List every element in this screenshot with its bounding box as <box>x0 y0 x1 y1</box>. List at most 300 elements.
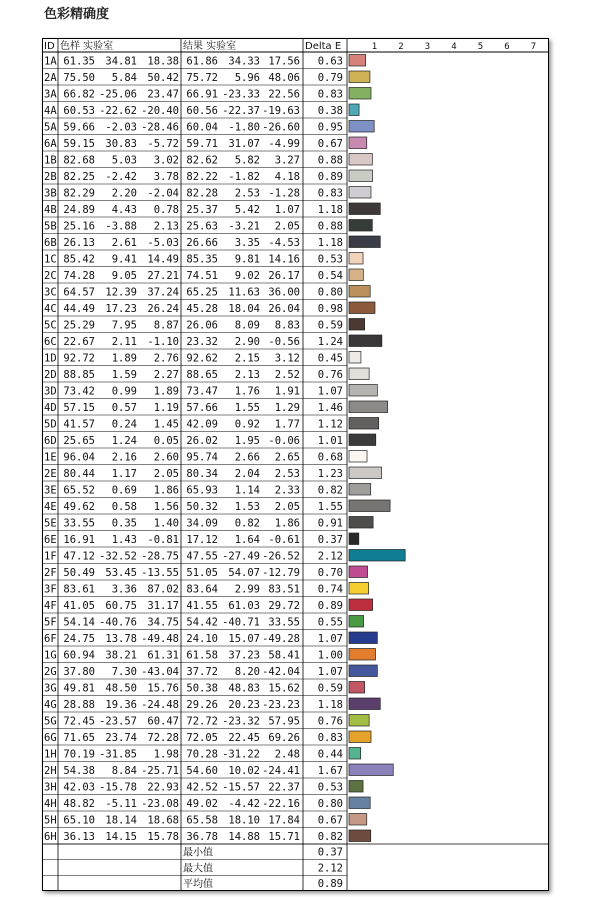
result-value: 1.77 <box>274 418 300 431</box>
result-value: -1.80 <box>228 121 260 134</box>
sample-value: 28.88 <box>63 699 95 711</box>
result-value: -24.41 <box>262 765 300 777</box>
delta-e-value: 0.76 <box>317 369 343 381</box>
sample-value: -2.04 <box>147 187 179 200</box>
result-value: 1.64 <box>234 534 260 546</box>
row-id: 1D <box>44 352 57 365</box>
sample-value: -2.03 <box>105 121 137 134</box>
sample-value: 88.85 <box>63 369 95 381</box>
result-value: 2.33 <box>274 484 300 497</box>
result-value: 57.95 <box>268 715 300 728</box>
sample-value: 57.15 <box>63 402 95 414</box>
result-value: 88.65 <box>186 369 218 381</box>
sample-value: 74.28 <box>63 270 95 282</box>
result-value: 26.02 <box>186 435 218 447</box>
delta-e-value: 0.53 <box>317 781 343 794</box>
sample-value: 70.19 <box>63 748 95 761</box>
sample-value: -5.72 <box>147 138 179 150</box>
row-id: 6A <box>44 138 57 150</box>
delta-e-bar <box>349 583 369 595</box>
result-value: 61.58 <box>186 649 218 662</box>
result-value: 9.81 <box>234 253 260 266</box>
result-value: 2.53 <box>234 187 260 200</box>
delta-e-value: 1.18 <box>317 204 343 216</box>
delta-e-bar <box>349 797 370 809</box>
sample-value: 54.38 <box>63 765 95 777</box>
result-value: 1.86 <box>274 517 300 530</box>
sample-value: 1.89 <box>111 352 137 365</box>
sample-value: 1.40 <box>153 517 179 530</box>
delta-e-value: 0.44 <box>317 748 343 761</box>
result-value: 18.10 <box>228 814 260 827</box>
sample-value: -2.42 <box>105 171 137 183</box>
result-value: 8.09 <box>234 319 260 332</box>
result-value: 9.02 <box>234 270 260 282</box>
row-id: 4C <box>44 303 57 315</box>
delta-e-bar <box>349 781 363 793</box>
summary-value: 2.12 <box>317 862 343 875</box>
delta-e-bar <box>349 715 369 727</box>
result-value: 48.06 <box>268 72 300 84</box>
row-id: 3B <box>44 187 57 200</box>
sample-value: 66.82 <box>63 88 95 101</box>
row-id: 5F <box>44 616 57 629</box>
result-value: -27.49 <box>222 550 260 563</box>
delta-e-bar <box>349 137 367 149</box>
result-value: 4.18 <box>274 171 300 183</box>
result-value: 5.82 <box>234 154 260 167</box>
result-value: 0.82 <box>234 517 260 530</box>
row-id: 5A <box>44 121 57 134</box>
result-value: 82.22 <box>186 171 218 183</box>
delta-e-value: 1.07 <box>317 666 343 678</box>
row-id: 5G <box>44 715 57 728</box>
sample-value: 80.44 <box>63 468 95 480</box>
result-value: 8.83 <box>274 319 300 332</box>
summary-label: 最小值 <box>183 847 213 859</box>
sample-value: 60.47 <box>147 715 179 728</box>
delta-e-value: 0.53 <box>317 253 343 266</box>
delta-e-value: 0.38 <box>317 105 343 117</box>
result-value: -23.23 <box>262 699 300 711</box>
axis-tick-label: 2 <box>398 42 404 52</box>
delta-e-value: 0.76 <box>317 715 343 728</box>
sample-value: 31.17 <box>147 600 179 612</box>
sample-value: 17.23 <box>105 303 137 315</box>
sample-value: 41.05 <box>63 600 95 612</box>
sample-value: 0.24 <box>111 418 137 431</box>
delta-e-value: 1.23 <box>317 468 343 480</box>
result-value: -15.57 <box>222 781 260 794</box>
sample-value: 0.05 <box>153 435 179 447</box>
delta-e-value: 0.83 <box>317 187 343 200</box>
sample-value: 96.04 <box>63 451 95 464</box>
row-id: 5H <box>44 814 57 827</box>
result-value: 85.35 <box>186 253 218 266</box>
delta-e-bar <box>349 154 372 166</box>
sample-value: 24.75 <box>63 633 95 645</box>
delta-e-value: 1.18 <box>317 699 343 711</box>
result-value: 49.02 <box>186 798 218 810</box>
row-id: 1G <box>44 649 57 662</box>
result-value: 58.41 <box>268 649 300 662</box>
result-value: 80.34 <box>186 468 218 480</box>
sample-value: 2.61 <box>111 237 137 249</box>
result-value: 54.42 <box>186 616 218 629</box>
result-value: 26.06 <box>186 319 218 332</box>
sample-value: 34.75 <box>147 616 179 629</box>
sample-value: 2.60 <box>153 451 179 464</box>
result-value: 31.07 <box>228 138 260 150</box>
result-value: 69.26 <box>268 732 300 744</box>
delta-e-bar <box>349 385 377 397</box>
delta-e-value: 0.80 <box>317 798 343 810</box>
sample-value: 24.89 <box>63 204 95 216</box>
sample-value: 50.42 <box>147 72 179 84</box>
row-id: 1H <box>44 748 57 761</box>
sample-value: 14.49 <box>147 253 179 266</box>
delta-e-bar <box>349 401 388 413</box>
row-id: 3D <box>44 385 57 398</box>
result-value: 37.23 <box>228 649 260 662</box>
sample-value: 1.86 <box>153 484 179 497</box>
delta-e-value: 1.55 <box>317 501 343 513</box>
axis-tick-label: 6 <box>504 42 510 52</box>
row-id: 3E <box>44 484 57 497</box>
row-id: 4E <box>44 501 57 513</box>
sample-value: 7.30 <box>111 666 137 678</box>
sample-value: 2.11 <box>111 336 137 348</box>
sample-value: 1.45 <box>153 418 179 431</box>
sample-value: 22.93 <box>147 781 179 794</box>
sample-value: 33.55 <box>63 517 95 530</box>
result-value: 83.51 <box>268 583 300 596</box>
result-value: 3.12 <box>274 352 300 365</box>
row-id: 5D <box>44 418 57 431</box>
result-value: 65.93 <box>186 484 218 497</box>
result-value: 1.95 <box>234 435 260 447</box>
result-value: 2.05 <box>274 220 300 233</box>
result-value: 29.26 <box>186 699 218 711</box>
sample-value: -24.48 <box>141 699 179 711</box>
sample-value: 59.66 <box>63 121 95 134</box>
result-value: 57.66 <box>186 402 218 414</box>
sample-value: 26.13 <box>63 237 95 249</box>
sample-value: -3.88 <box>105 220 137 233</box>
sample-value: 0.78 <box>153 204 179 216</box>
row-id: 4B <box>44 204 57 216</box>
row-id: 2B <box>44 171 57 183</box>
sample-value: 65.52 <box>63 484 95 497</box>
result-value: 2.65 <box>274 451 300 464</box>
sample-value: 2.05 <box>153 468 179 480</box>
delta-e-bar <box>349 682 365 694</box>
sample-value: 49.62 <box>63 501 95 513</box>
result-value: 60.04 <box>186 121 218 134</box>
row-id: 6F <box>44 633 57 645</box>
delta-e-bar <box>349 451 367 463</box>
row-id: 4H <box>44 798 57 810</box>
result-value: 51.05 <box>186 567 218 579</box>
sample-value: 37.80 <box>63 666 95 678</box>
result-value: 41.55 <box>186 600 218 612</box>
sample-value: 2.16 <box>111 451 137 464</box>
delta-e-value: 0.91 <box>317 517 343 530</box>
result-value: 2.52 <box>274 369 300 381</box>
result-value: 54.60 <box>186 765 218 777</box>
row-id: 1C <box>44 253 57 266</box>
sample-value: 47.12 <box>63 550 95 563</box>
sample-value: -1.10 <box>147 336 179 348</box>
result-value: 24.10 <box>186 633 218 645</box>
row-id: 1B <box>44 154 57 167</box>
result-value: 22.45 <box>228 732 260 744</box>
result-value: 15.07 <box>228 633 260 645</box>
delta-e-value: 1.00 <box>317 649 343 662</box>
result-value: 26.17 <box>268 270 300 282</box>
sample-value: 0.99 <box>111 385 137 398</box>
sample-value: 61.35 <box>63 55 95 68</box>
result-value: 14.88 <box>228 831 260 843</box>
delta-e-value: 0.54 <box>317 270 343 282</box>
result-value: 5.96 <box>234 72 260 84</box>
sample-value: 2.27 <box>153 369 179 381</box>
sample-value: -5.11 <box>105 798 137 810</box>
result-value: 15.71 <box>268 831 300 843</box>
sample-value: 44.49 <box>63 303 95 315</box>
sample-value: 1.19 <box>153 402 179 414</box>
result-value: 66.91 <box>186 88 218 101</box>
sample-value: -22.62 <box>99 105 137 117</box>
result-value: 36.00 <box>268 286 300 299</box>
result-value: 17.56 <box>268 55 300 68</box>
result-value: 61.86 <box>186 55 218 68</box>
sample-value: -32.52 <box>99 550 137 563</box>
result-value: -26.60 <box>262 121 300 134</box>
sample-value: 65.10 <box>63 814 95 827</box>
row-id: 2F <box>44 567 57 579</box>
sample-value: 1.56 <box>153 501 179 513</box>
row-id: 6E <box>44 534 57 546</box>
delta-e-bar <box>349 236 380 248</box>
sample-value: 25.16 <box>63 220 95 233</box>
result-value: 73.47 <box>186 385 218 398</box>
result-value: 2.90 <box>234 336 260 348</box>
result-value: 18.04 <box>228 303 260 315</box>
sample-value: 75.50 <box>63 72 95 84</box>
result-value: 48.83 <box>228 682 260 695</box>
delta-e-bar <box>349 88 371 100</box>
sample-value: 26.24 <box>147 303 179 315</box>
result-value: 11.63 <box>228 286 260 299</box>
result-value: 92.62 <box>186 352 218 365</box>
result-value: 2.99 <box>234 583 260 596</box>
sample-value: 82.68 <box>63 154 95 167</box>
sample-value: 14.15 <box>105 831 137 843</box>
delta-e-value: 1.18 <box>317 237 343 249</box>
result-value: 65.25 <box>186 286 218 299</box>
delta-e-bar <box>349 484 371 496</box>
sample-value: 85.42 <box>63 253 95 266</box>
axis-tick-label: 7 <box>530 42 537 52</box>
result-value: 54.07 <box>228 567 260 579</box>
delta-e-bar <box>349 748 361 760</box>
delta-e-value: 1.01 <box>317 435 343 447</box>
result-value: 26.04 <box>268 303 300 315</box>
sample-value: 9.05 <box>111 270 137 282</box>
sample-value: 37.24 <box>147 286 179 299</box>
delta-e-bar <box>349 467 382 479</box>
result-value: 10.02 <box>228 765 260 777</box>
result-value: 2.13 <box>234 369 260 381</box>
row-id: 6B <box>44 237 57 249</box>
sample-value: -0.81 <box>147 534 179 546</box>
delta-e-bar <box>349 698 380 710</box>
result-value: 22.37 <box>268 781 300 794</box>
sample-value: 1.59 <box>111 369 137 381</box>
result-value: 23.32 <box>186 336 218 348</box>
delta-e-value: 1.46 <box>317 402 343 414</box>
sample-value: 30.83 <box>105 138 137 150</box>
result-value: 2.05 <box>274 501 300 513</box>
sample-value: 2.76 <box>153 352 179 365</box>
row-id: 2E <box>44 468 57 480</box>
sample-value: 36.13 <box>63 831 95 843</box>
row-id: 6C <box>44 336 57 348</box>
sample-value: 1.17 <box>111 468 137 480</box>
sample-value: 7.95 <box>111 319 137 332</box>
result-value: -4.53 <box>268 237 300 249</box>
result-value: 50.32 <box>186 501 218 513</box>
result-value: -12.79 <box>262 567 300 579</box>
result-value: 82.28 <box>186 187 218 200</box>
delta-e-value: 0.82 <box>317 831 343 843</box>
delta-e-value: 0.67 <box>317 138 343 150</box>
row-id: 4D <box>44 402 57 414</box>
axis-tick-label: 4 <box>451 42 457 52</box>
axis-tick-label: 3 <box>424 42 431 52</box>
delta-e-bar <box>349 830 371 842</box>
row-id: 3F <box>44 583 57 596</box>
result-value: 3.27 <box>274 154 300 167</box>
sample-value: 60.94 <box>63 649 95 662</box>
header-id: ID <box>44 41 55 52</box>
sample-value: 0.35 <box>111 517 137 530</box>
sample-value: 15.76 <box>147 682 179 695</box>
result-value: 34.09 <box>186 517 218 530</box>
sample-value: 9.41 <box>111 253 137 266</box>
sample-value: 1.24 <box>111 435 137 447</box>
sample-value: -15.78 <box>99 781 137 794</box>
result-value: 2.15 <box>234 352 260 365</box>
delta-e-value: 0.88 <box>317 154 343 167</box>
result-value: -19.63 <box>262 105 300 117</box>
sample-value: 0.57 <box>111 402 137 414</box>
delta-e-value: 0.82 <box>317 484 343 497</box>
delta-e-value: 0.45 <box>317 352 343 365</box>
delta-e-value: 1.07 <box>317 633 343 645</box>
sample-value: 49.81 <box>63 682 95 695</box>
delta-e-value: 0.80 <box>317 286 343 299</box>
sample-value: 53.45 <box>105 567 137 579</box>
sample-value: 50.49 <box>63 567 95 579</box>
result-value: -40.71 <box>222 616 260 629</box>
result-value: 2.04 <box>234 468 260 480</box>
result-value: -0.06 <box>268 435 300 447</box>
result-value: 2.48 <box>274 748 300 761</box>
result-value: 72.05 <box>186 732 218 744</box>
row-id: 2A <box>44 72 57 84</box>
delta-e-value: 1.24 <box>317 336 343 348</box>
sample-value: 60.53 <box>63 105 95 117</box>
row-id: 1E <box>44 451 57 464</box>
row-id: 2C <box>44 270 57 282</box>
sample-value: -23.08 <box>141 798 179 810</box>
result-value: 74.51 <box>186 270 218 282</box>
row-id: 5C <box>44 319 57 332</box>
delta-e-value: 2.12 <box>317 550 343 563</box>
result-value: -42.04 <box>262 666 300 678</box>
result-value: -22.16 <box>262 798 300 810</box>
delta-e-bar <box>349 550 405 562</box>
sample-value: 2.20 <box>111 187 137 200</box>
axis-tick-label: 1 <box>371 42 378 52</box>
result-value: -4.42 <box>228 798 260 810</box>
delta-e-value: 0.59 <box>317 682 343 695</box>
row-id: 1F <box>44 550 57 563</box>
delta-e-value: 0.74 <box>317 583 343 596</box>
sample-value: 25.29 <box>63 319 95 332</box>
row-id: 1A <box>44 55 57 68</box>
result-value: 2.53 <box>274 468 300 480</box>
sample-value: -43.04 <box>141 666 179 678</box>
sample-value: 72.28 <box>147 732 179 744</box>
sample-value: 61.31 <box>147 649 179 662</box>
result-value: 1.29 <box>274 402 300 414</box>
delta-e-bar <box>349 121 374 133</box>
result-value: 70.28 <box>186 748 218 761</box>
sample-value: 22.67 <box>63 336 95 348</box>
delta-e-bar <box>349 616 364 628</box>
result-value: -23.32 <box>222 715 260 728</box>
row-id: 4G <box>44 699 57 711</box>
row-id: 3C <box>44 286 57 299</box>
result-value: 22.56 <box>268 88 300 101</box>
delta-e-value: 0.88 <box>317 220 343 233</box>
color-accuracy-table <box>42 38 549 891</box>
sample-value: 4.43 <box>111 204 137 216</box>
sample-value: 13.78 <box>105 633 137 645</box>
sample-value: 72.45 <box>63 715 95 728</box>
sample-value: 38.21 <box>105 649 137 662</box>
sample-value: -5.03 <box>147 237 179 249</box>
result-value: 14.16 <box>268 253 300 266</box>
result-value: 15.62 <box>268 682 300 695</box>
sample-value: 3.36 <box>111 583 137 596</box>
delta-e-bar <box>349 533 359 545</box>
delta-e-value: 0.70 <box>317 567 343 579</box>
summary-value: 0.37 <box>317 846 343 859</box>
sample-value: 18.68 <box>147 814 179 827</box>
result-value: 5.42 <box>234 204 260 216</box>
result-value: -1.28 <box>268 187 300 200</box>
sample-value: -49.48 <box>141 633 179 645</box>
delta-e-value: 0.89 <box>317 600 343 612</box>
result-value: 61.03 <box>228 600 260 612</box>
header-sample-lab: 色样 实验室 <box>60 41 114 52</box>
row-id: 4F <box>44 600 57 612</box>
sample-value: 1.98 <box>153 748 179 761</box>
